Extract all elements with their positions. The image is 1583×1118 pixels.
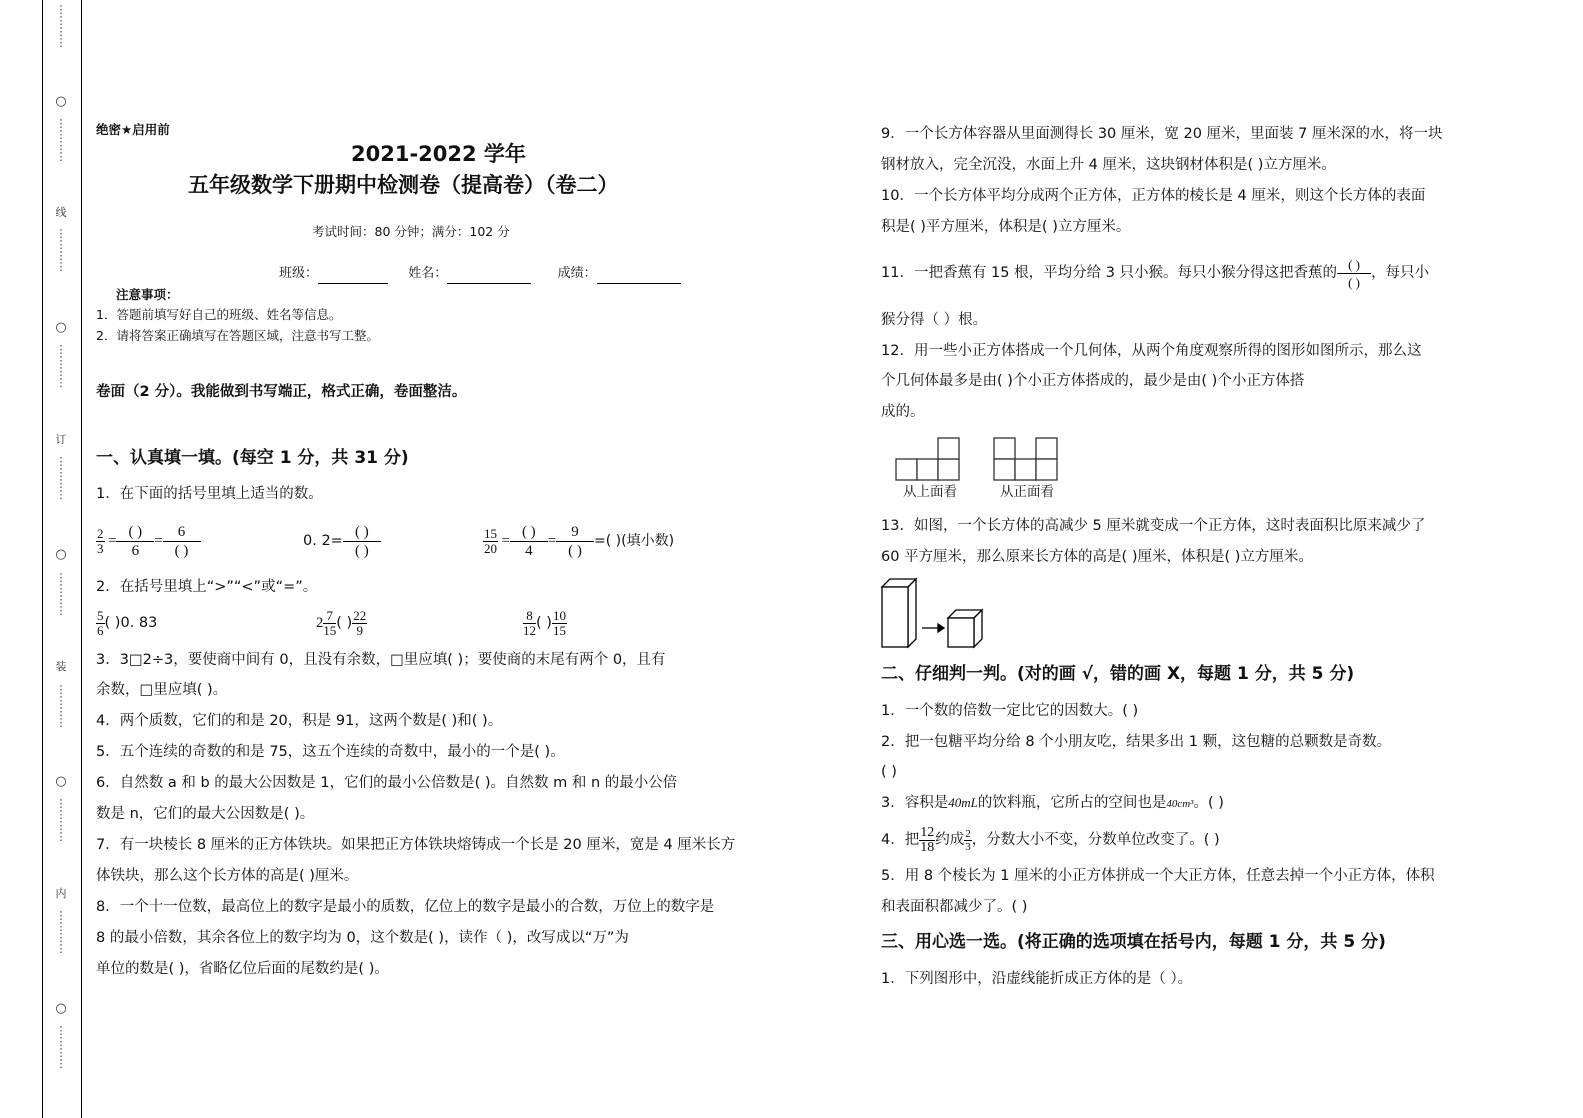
notice-title: 注意事项： [116, 287, 179, 302]
blank-fraction[interactable]: ( ) ( ) [1337, 256, 1371, 291]
blank-fraction[interactable]: 6 ( ) [163, 523, 201, 560]
compare-blank[interactable]: ( ) [104, 615, 121, 631]
s1-q7-line2: 体铁块，那么这个长方体的高是( )厘米。 [96, 868, 359, 884]
s1-q1-eq1: $\frac{2}{3}$ = ( ) 6 = 6 ( ) [96, 521, 201, 561]
notice-2: 2．请将答案正确填写在答题区域，注意书写工整。 [96, 328, 379, 343]
student-info-row [279, 264, 681, 284]
s1-q11-line2: 猴分得（ ）根。 [881, 312, 988, 328]
s1-q2-item1: $\frac{5}{6}$ ( )0. 83 [97, 607, 158, 638]
binding-line-left [42, 0, 43, 1118]
s1-q7-line1: 7．有一块棱长 8 厘米的正方体铁块。如果把正方体铁块熔铸成一个长是 20 厘米，宽是 4 厘米长方 [96, 837, 736, 853]
s1-q8-line3: 单位的数是( )，省略亿位后面的尾数约是( )。 [96, 961, 389, 977]
margin-label-bind: 装 [55, 660, 67, 673]
s2-q2-line1: 2．把一包糖平均分给 8 个小朋友吃，结果多出 1 颗，这包糖的总颗数是奇数。 [881, 734, 1392, 750]
s1-q6-line1: 6．自然数 a 和 b 的最大公因数是 1，它们的最小公倍数是( )。自然数 m 和 n 的最小公倍 [96, 775, 678, 791]
dots-mark: ⋮ ⋮ ⋮ ⋮ [55, 797, 67, 843]
dots-mark: ⋮ ⋮ ⋮ ⋮ [55, 227, 67, 273]
binding-line-right [81, 0, 82, 1118]
s1-q3-line2: 余数，□里应填( )。 [96, 682, 228, 698]
s1-q8-line2: 8 的最小倍数，其余各位上的数字均为 0，这个数是( )，读作（ )，改写成以“万”为 [96, 930, 629, 946]
margin-label-order: 订 [55, 433, 67, 446]
section3-title: 三、用心选一选。(将正确的选项填在括号内，每题 1 分，共 5 分) [881, 932, 1386, 952]
dots-mark: ⋮ ⋮ ⋮ ⋮ [55, 3, 67, 49]
circle-mark: ○ [55, 547, 67, 562]
s1-q9-line1: 9．一个长方体容器从里面测得长 30 厘米，宽 20 厘米，里面装 7 厘米深的水，将一块 [881, 126, 1443, 142]
s1-q2-text: 2．在括号里填上“>”“<”或“=”。 [96, 579, 318, 595]
compare-blank[interactable]: ( ) [336, 615, 353, 631]
name-label: 姓名： [408, 266, 448, 281]
margin-label-inner: 内 [55, 887, 67, 900]
s2-q5-line1: 5．用 8 个棱长为 1 厘米的小正方体拼成一个大正方体，任意去掉一个小正方体，体积 [881, 868, 1435, 884]
s1-q3-line1: 3．3□2÷3，要使商中间有 0，且没有余数，□里应填( )；要使商的末尾有两个 0，且有 [96, 652, 666, 668]
s1-q12-line2: 个几何体最多是由( )个小正方体搭成的，最少是由( )个小正方体搭 [881, 373, 1305, 389]
dots-mark: ⋮ ⋮ ⋮ ⋮ [55, 683, 67, 729]
score-input[interactable] [597, 267, 681, 284]
s1-q10-line1: 10．一个长方体平均分成两个正方体，正方体的棱长是 4 厘米，则这个长方体的表面 [881, 188, 1426, 204]
circle-mark: ○ [55, 774, 67, 789]
neatness-note: 卷面（2 分）。我能做到书写端正，格式正确，卷面整洁。 [96, 384, 467, 400]
s1-q5: 5．五个连续的奇数的和是 75，这五个连续的奇数中，最小的一个是( )。 [96, 744, 565, 760]
dots-mark: ⋮ ⋮ ⋮ ⋮ [55, 455, 67, 501]
s2-q4: 4．把 $\frac{12}{18}$ 约成 $\frac{2}{3}$ ，分数大小不变，分数单位改变了。( ) [881, 824, 1220, 855]
front-view-label: 从正面看 [1000, 484, 1054, 500]
s2-q3: 3．容积是40mL的饮料瓶，它所占的空间也是40cm³。( ) [881, 795, 1224, 811]
s2-q5-line2: 和表面积都减少了。( ) [881, 899, 1028, 915]
s1-q12-line3: 成的。 [881, 404, 925, 420]
class-input[interactable] [318, 267, 388, 284]
s1-q8-line1: 8．一个十一位数，最高位上的数字是最小的质数，亿位上的数字是最小的合数，万位上的数字是 [96, 899, 715, 915]
circle-mark: ○ [55, 1001, 67, 1016]
s1-q1-eq3: $\frac{15}{20}$ = ( ) 4 = 9 ( ) =( )(填小数) [484, 524, 675, 560]
s1-q11-line1: 11．一把香蕉有 15 根，平均分给 3 只小猴。每只小猴分得这把香蕉的 ( ) ( ) ，每只小 [881, 256, 1430, 290]
exam-title: 五年级数学下册期中检测卷（提高卷）（卷二） [188, 173, 619, 197]
s1-q10-line2: 积是( )平方厘米，体积是( )立方厘米。 [881, 219, 1131, 235]
dots-mark: ⋮ ⋮ ⋮ ⋮ [55, 909, 67, 955]
dots-mark: ⋮ ⋮ ⋮ ⋮ [55, 1024, 67, 1070]
blank-fraction[interactable]: ( ) ( ) [343, 523, 381, 560]
s1-q13-line1: 13．如图，一个长方体的高减少 5 厘米就变成一个正方体，这时表面积比原来减少了 [881, 518, 1426, 534]
s3-q1: 1．下列图形中，沿虚线能折成正方体的是（ ）。 [881, 971, 1193, 987]
circle-mark: ○ [55, 94, 67, 109]
s1-q4: 4．两个质数，它们的和是 20，积是 91，这两个数是( )和( )。 [96, 713, 503, 729]
decimal-blank[interactable]: =( )(填小数) [594, 533, 675, 549]
binding-margin [48, 0, 74, 1118]
blank-fraction[interactable]: ( ) 4 [510, 523, 548, 560]
s1-q1-text: 1．在下面的括号里填上适当的数。 [96, 486, 323, 502]
score-label: 成绩： [557, 266, 597, 281]
section2-title: 二、仔细判一判。(对的画 √，错的画 X，每题 1 分，共 5 分) [881, 664, 1355, 684]
top-view-label: 从上面看 [903, 484, 957, 500]
s1-q1-eq2: 0. 2= ( ) ( ) [303, 521, 381, 561]
s1-q2-item2: 2 $\frac{7}{15}$ ( ) $\frac{22}{9}$ [316, 607, 367, 638]
s1-q6-line2: 数是 n，它们的最大公因数是( )。 [96, 806, 315, 822]
compare-blank[interactable]: ( ) [536, 615, 552, 631]
class-label: 班级： [279, 266, 319, 281]
s1-q9-line2: 钢材放入，完全沉没，水面上升 4 厘米，这块钢材体积是( )立方厘米。 [881, 157, 1336, 173]
dots-mark: ⋮ ⋮ ⋮ ⋮ [55, 571, 67, 617]
s1-q2-item3: $\frac{8}{12}$ ( ) $\frac{10}{15}$ [523, 607, 566, 638]
s1-q12-line1: 12．用一些小正方体搭成一个几何体，从两个角度观察所得的图形如图所示，那么这 [881, 343, 1422, 359]
name-input[interactable] [447, 267, 531, 284]
blank-fraction[interactable]: 9 ( ) [556, 523, 594, 560]
top-view-figure [895, 437, 961, 481]
circle-mark: ○ [55, 320, 67, 335]
time-info: 考试时间：80 分钟；满分：102 分 [312, 224, 510, 239]
cuboid-to-cube-figure [880, 577, 986, 651]
year-title: 2021-2022 学年 [351, 142, 526, 166]
margin-label-line: 线 [55, 206, 67, 219]
blank-fraction[interactable]: ( ) 6 [116, 523, 154, 560]
dots-mark: ⋮ ⋮ ⋮ ⋮ [55, 343, 67, 389]
front-view-figure [993, 437, 1059, 481]
s1-q13-line2: 60 平方厘米，那么原来长方体的高是( )厘米，体积是( )立方厘米。 [881, 549, 1313, 565]
s2-q1: 1．一个数的倍数一定比它的因数大。( ) [881, 703, 1139, 719]
section1-title: 一、认真填一填。(每空 1 分，共 31 分) [96, 448, 409, 468]
secret-label: 绝密★启用前 [96, 122, 170, 137]
s2-q2-line2: ( ) [881, 764, 897, 780]
notice-1: 1．答题前填写好自己的班级、姓名等信息。 [96, 307, 342, 322]
dots-mark: ⋮ ⋮ ⋮ ⋮ [55, 117, 67, 163]
